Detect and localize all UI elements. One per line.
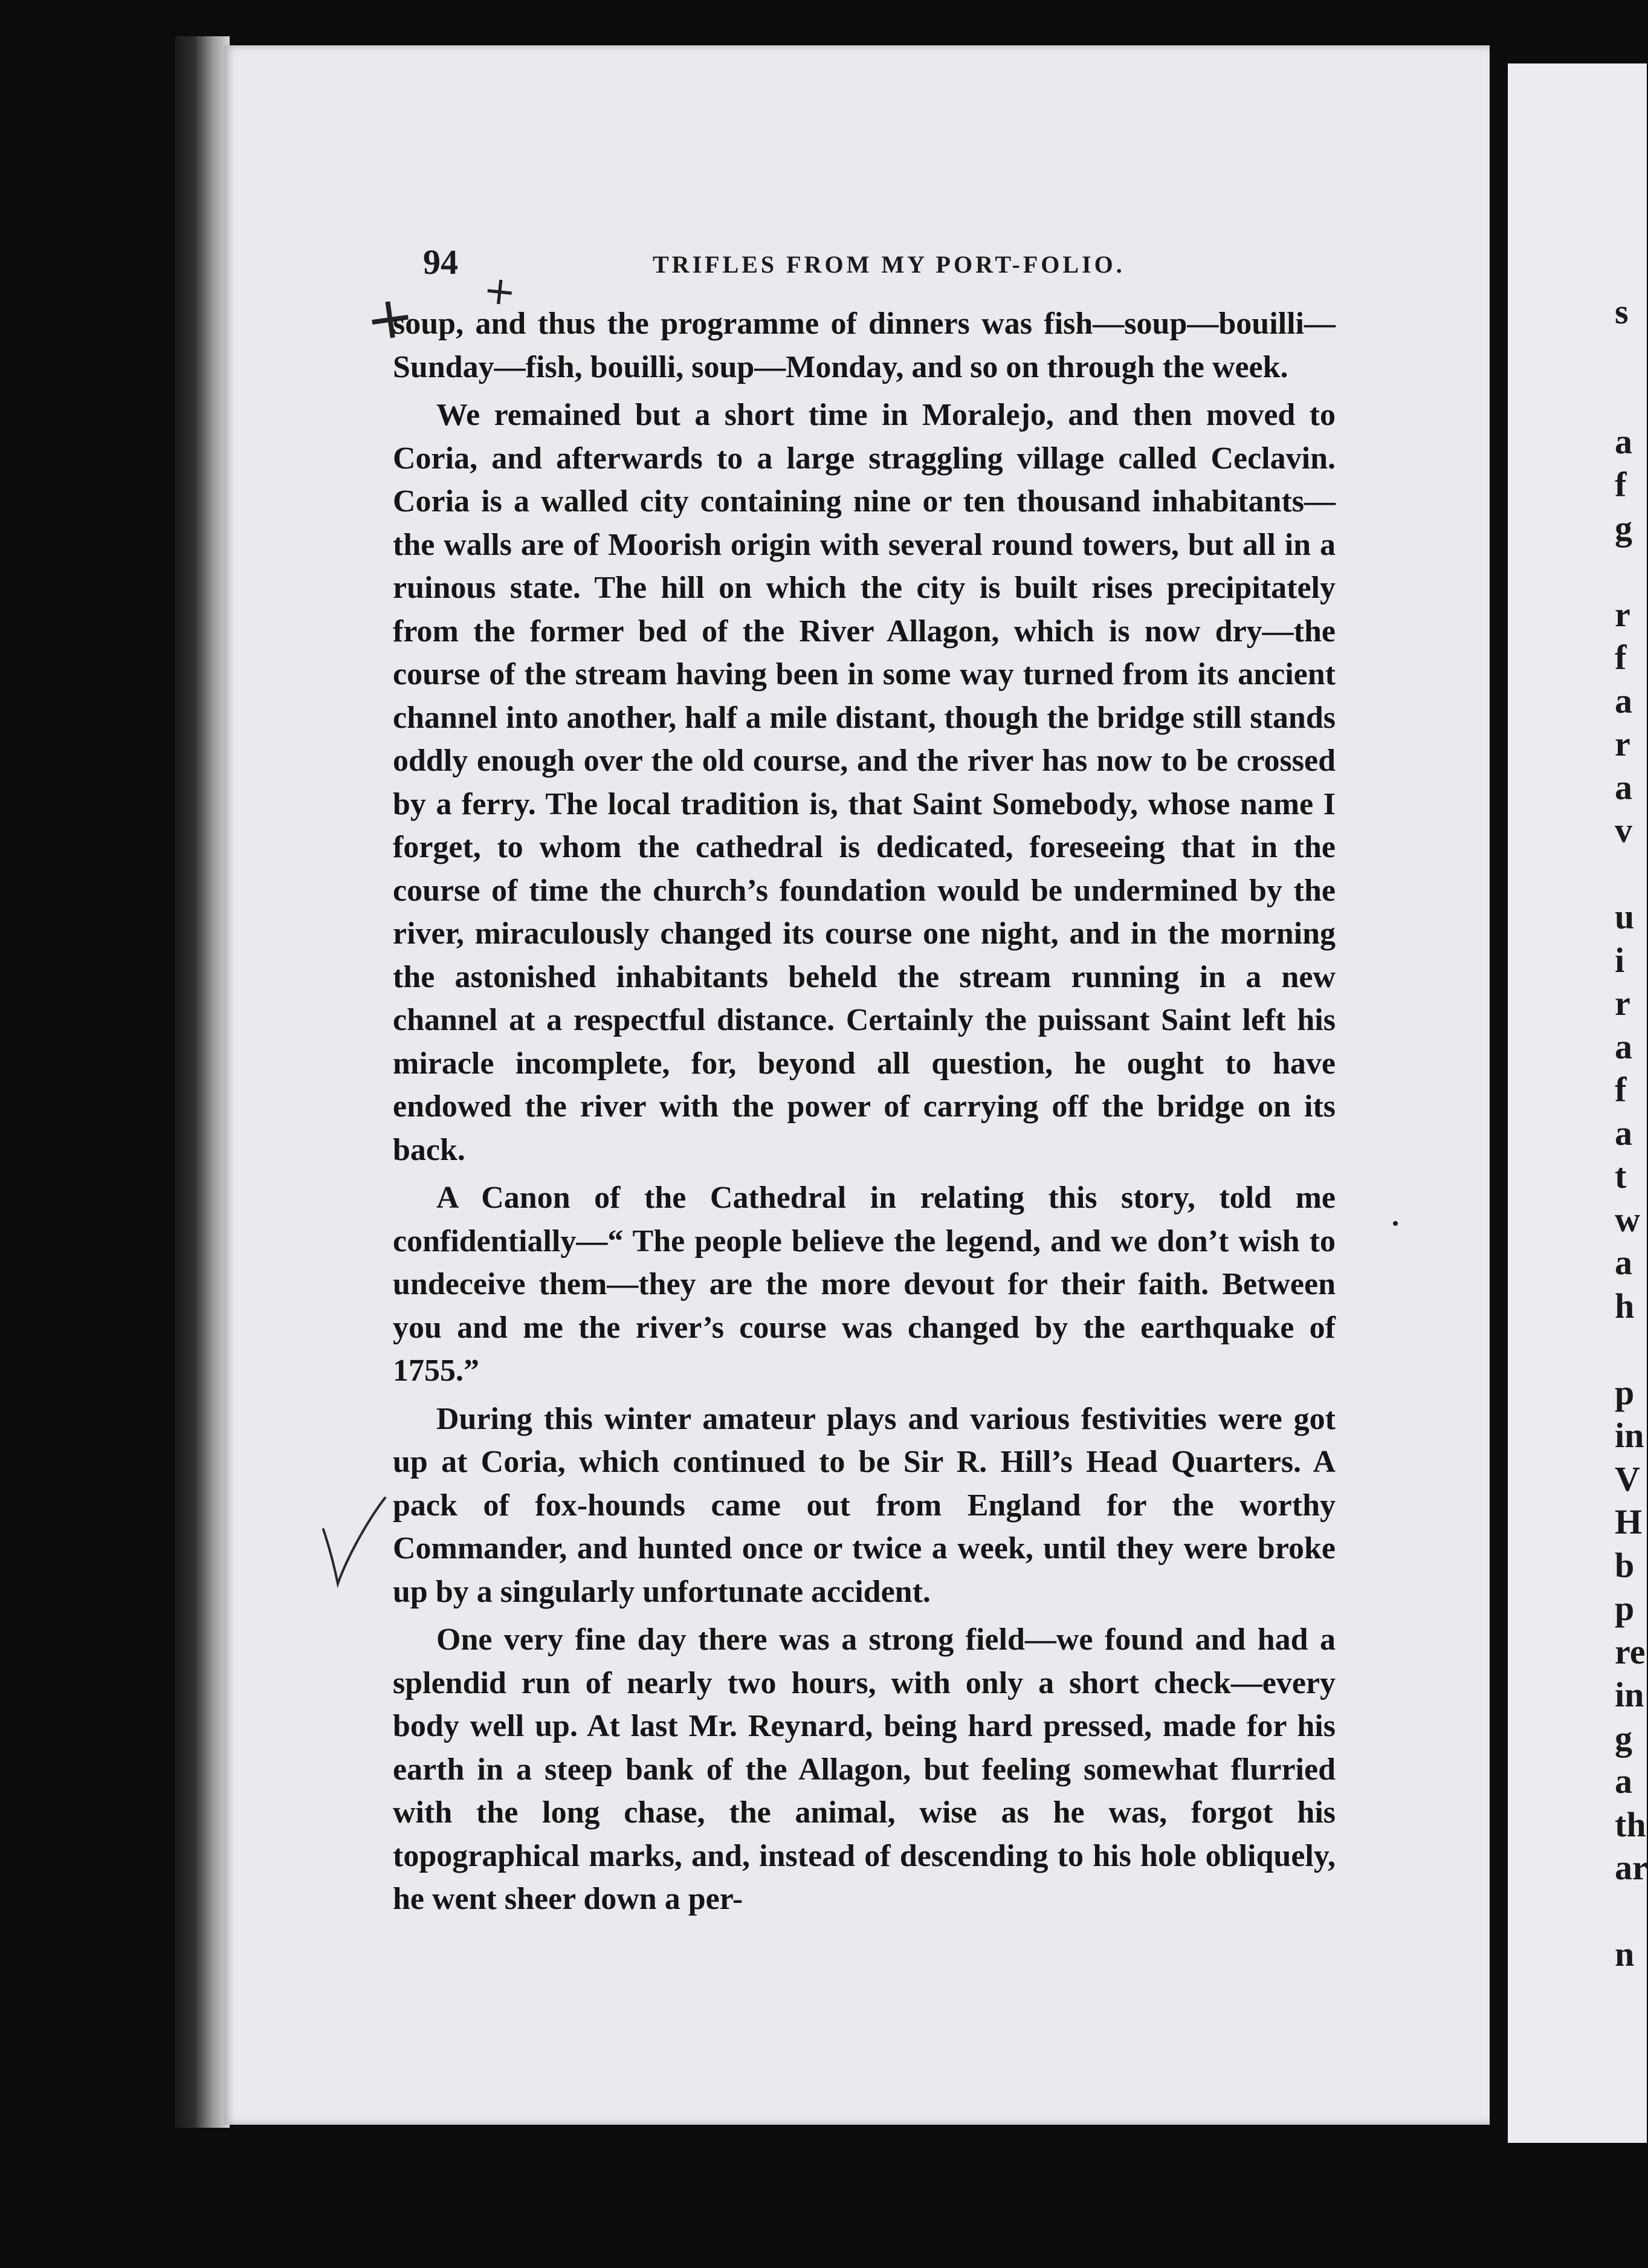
facing-page-text-fragment: s a f g r f a r a v u i r a f a t w a h p in V H b p re in g a th ar n	[1615, 292, 1648, 1974]
running-head	[423, 242, 1511, 284]
paragraph: One very fine day there was a strong field—we found and had a splendid run of nearly two hours, with only a short check—every body well up. At last Mr. Reynard, being hard pressed, made for his earth in a steep bank of the Allagon, but feeling somewhat flurried with the long chase, the animal, wise as he was, forgot his topographical marks, and, instead of descending to his hole obliquely, he went sheer down a per-	[393, 1622, 1336, 1916]
paragraph: soup, and thus the programme of dinners was fish—soup—bouilli—Sunday—fish, bouilli, soup—Monday, and so on through the week.	[393, 306, 1336, 384]
handwritten-plus-mark: +	[481, 267, 519, 316]
page-number: 94	[423, 242, 458, 282]
scan-speck	[1393, 1221, 1398, 1226]
running-title: TRIFLES FROM MY PORT-FOLIO.	[653, 251, 1125, 278]
page-body-text	[393, 302, 1336, 1921]
book-binding-shadow	[175, 36, 230, 2128]
handwritten-check-mark-icon	[317, 1493, 390, 1590]
paragraph: We remained but a short time in Moralejo, and then moved to Coria, and afterwards to a large straggling village called Ceclavin. Coria is a walled city containing nine or ten thousand inhabitants—the walls are of Moorish origin with several round towers, but all in a ruinous state. The hill on which the city is built rises precipitately from the former bed of the River Allagon, which is now dry—the course of the stream having been in some way turned from its ancient channel into another, half a mile distant, though the bridge still stands oddly enough over the old course, and the river has now to be crossed by a ferry. The local tradition is, that Saint Somebody, whose name I forget, to whom the cathedral is dedicated, foreseeing that in the course of time the church’s foundation would be undermined by the river, miraculously changed its course one night, and in the morning the astonished inhabitants beheld the stream running in a new channel at a respectful distance. Certainly the puissant Saint left his miracle incomplete, for, beyond all question, he ought to have endowed the river with the power of carrying off the bridge on its back.	[393, 398, 1336, 1167]
handwritten-plus-mark: +	[361, 280, 419, 355]
paragraph: During this winter amateur plays and various festivities were got up at Coria, which continued to be Sir R. Hill’s Head Quarters. A pack of fox-hounds came out from England for the worthy Commander, and hunted once or twice a week, until they were broke up by a singularly unfortunate accident.	[393, 1401, 1336, 1609]
paragraph: A Canon of the Cathedral in relating this story, told me confidentially—“ The people believe the legend, and we don’t wish to undeceive them—they are the more devout for their faith. Between you and me the river’s course was changed by the earthquake of 1755.”	[393, 1181, 1336, 1388]
